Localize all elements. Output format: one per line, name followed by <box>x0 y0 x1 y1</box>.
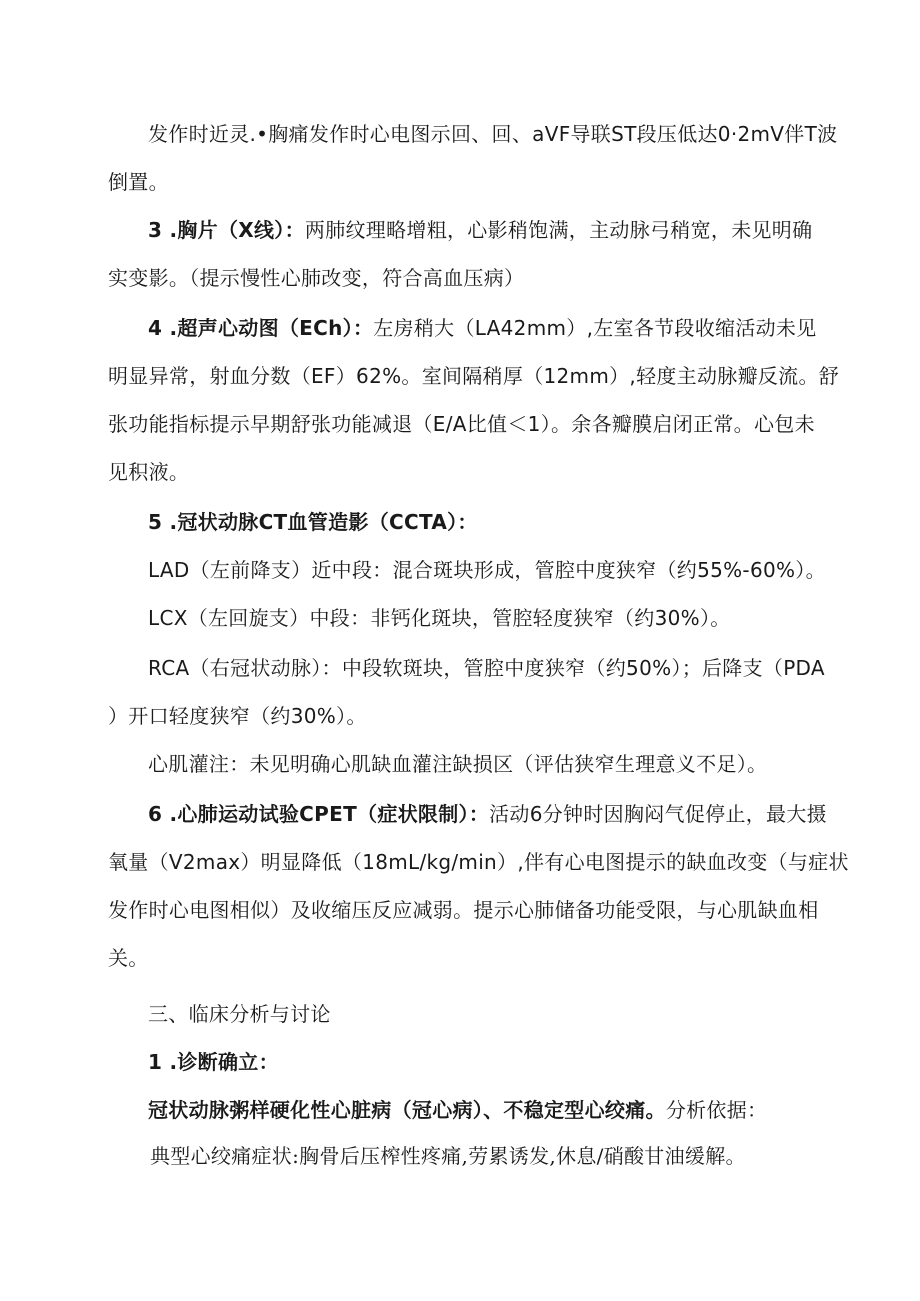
finding-rca-cont <box>108 702 367 730</box>
chapter-heading-clinical-analysis <box>148 1000 331 1028</box>
section-ccta <box>148 508 478 536</box>
diagnosis-statement <box>148 1096 767 1124</box>
text-run: RCA（右冠状动脉）：中段软斑块，管腔中度狭窄（约50%）；后降支（PDA <box>148 656 825 680</box>
text-run: LCX（左回旋支）中段：非钙化斑块，管腔轻度狭窄（约30%）。 <box>148 606 731 630</box>
chapter-title: 三、临床分析与讨论 <box>148 1002 331 1026</box>
finding-lad <box>148 556 826 584</box>
subsection-diagnosis <box>148 1048 279 1076</box>
text-run: 见积液。 <box>108 460 190 484</box>
diagnosis-text: 冠状动脉粥样硬化性心脏病（冠心病）、不稳定型心绞痛。 <box>148 1098 666 1122</box>
paragraph-line <box>108 410 815 438</box>
text-run: 两肺纹理略增粗，心影稍饱满，主动脉弓稍宽，未见明确 <box>304 218 813 242</box>
section-echocardiogram <box>148 314 817 342</box>
text-run: 心肌灌注：未见明确心肌缺血灌注缺损区（评估狭窄生理意义不足）。 <box>148 752 768 776</box>
section-heading: 6 .心肺运动试验CPET（症状限制）： <box>148 802 490 826</box>
diagnosis-evidence-symptoms <box>150 1142 746 1170</box>
finding-myocardial-perfusion <box>148 750 767 778</box>
text-run: 关。 <box>108 946 149 970</box>
text-run: 明显异常，射血分数（EF）62%。室间隔稍厚（12mm）,轻度主动脉瓣反流。舒 <box>108 364 840 388</box>
paragraph-line <box>108 896 819 924</box>
text-run: LAD（左前降支）近中段：混合斑块形成，管腔中度狭窄（约55%-60%）。 <box>148 558 826 582</box>
text-run: 分析依据： <box>665 1098 768 1122</box>
text-run: 活动6分钟时因胸闷气促停止，最大摄 <box>489 802 827 826</box>
section-heading: 3 .胸片（X线）： <box>148 218 305 242</box>
text-run: 左房稍大（LA42mm）,左室各节段收缩活动未见 <box>373 316 817 340</box>
text-run: 氧量（V2max）明显降低（18mL/kg/min）,伴有心电图提示的缺血改变（与症状 <box>108 850 849 874</box>
text-run: 张功能指标提示早期舒张功能减退（E/A比值＜1）。余各瓣膜启闭正常。心包未 <box>108 412 815 436</box>
finding-lcx <box>148 604 731 632</box>
paragraph-line <box>108 848 849 876</box>
finding-rca <box>148 654 825 682</box>
text-run: 倒置。 <box>108 170 169 194</box>
section-cpet <box>148 800 827 828</box>
text-run: 典型心绞痛症状:胸骨后压榨性疼痛,劳累诱发,休息/硝酸甘油缓解。 <box>150 1144 746 1168</box>
section-heading: 4 .超声心动图（ECh）： <box>148 316 374 340</box>
paragraph-line <box>108 458 189 486</box>
text-run: 实变影。（提示慢性心肺改变，符合高血压病） <box>108 266 525 290</box>
text-run: 发作时心电图相似）及收缩压反应减弱。提示心肺储备功能受限，与心肌缺血相 <box>108 898 819 922</box>
paragraph-line <box>108 362 839 390</box>
paragraph-line <box>108 944 149 972</box>
section-heading: 5 .冠状动脉CT血管造影（CCTA）： <box>148 510 478 534</box>
paragraph-line-ecg-findings-cont <box>108 168 169 196</box>
section-chest-xray <box>148 216 812 244</box>
subsection-heading: 1 .诊断确立： <box>148 1050 279 1074</box>
paragraph-line <box>108 264 524 292</box>
text-run: ）开口轻度狭窄（约30%）。 <box>108 704 367 728</box>
paragraph-line-ecg-findings <box>148 120 837 148</box>
text-run: 发作时近灵.•胸痛发作时心电图示回、回、aVF导联ST段压低达0·2mV伴T波 <box>148 122 838 146</box>
